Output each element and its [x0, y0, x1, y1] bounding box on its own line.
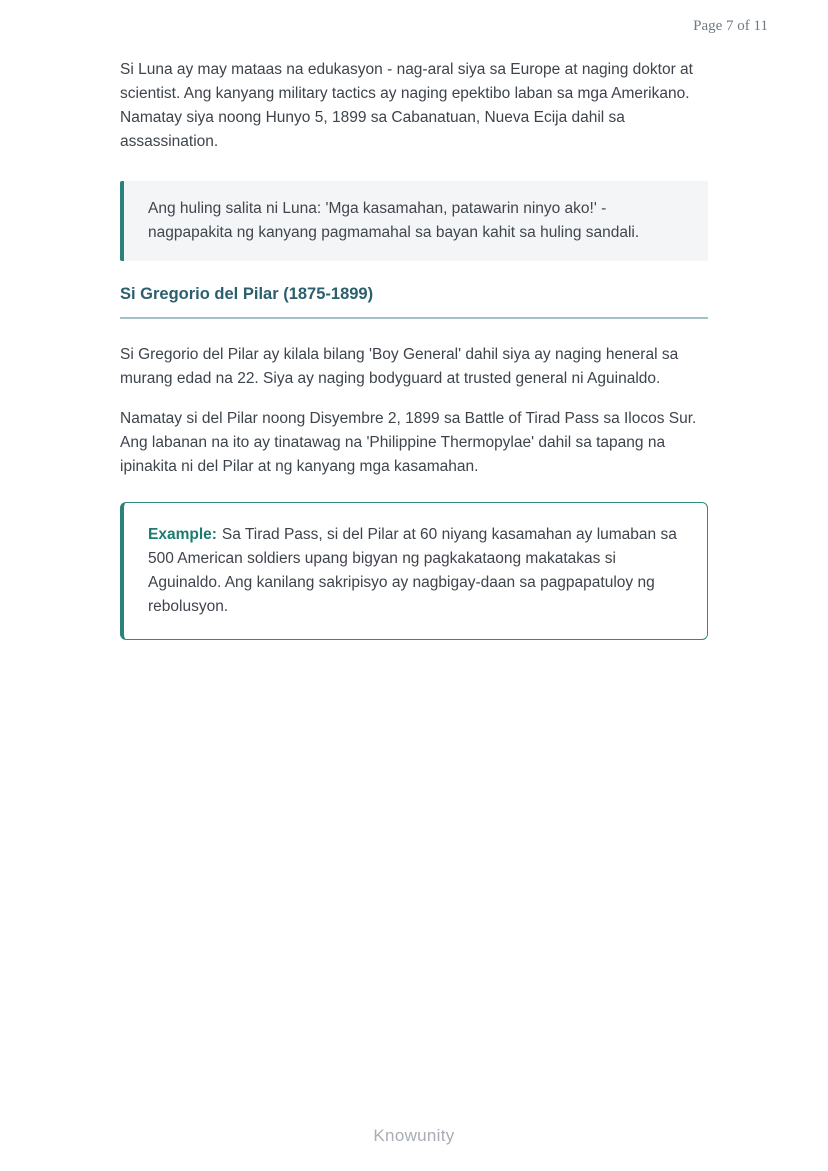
quote-text: Ang huling salita ni Luna: 'Mga kasamahan, patawarin ninyo ako!' - nagpapakita ng kanyang pagmamahal sa bayan kahit sa huling sandali.: [148, 200, 640, 241]
paragraph-pilar-death: Namatay si del Pilar noong Disyembre 2, 1899 sa Battle of Tirad Pass sa Ilocos Sur. Ang labanan na ito ay tinatawag na 'Philippine Thermopylae' dahil sa tapang na ipinakita ni del Pilar at ng kanyang mga kasamahan.: [120, 410, 697, 475]
content-area: [120, 58, 708, 640]
example-paragraph: [148, 523, 685, 619]
footer-brand: Knowunity: [373, 1126, 455, 1145]
example-label: Example:: [148, 526, 217, 543]
page-indicator: Page 7 of 11: [693, 18, 768, 34]
paragraph-luna: Si Luna ay may mataas na edukasyon - nag-aral siya sa Europe at naging doktor at scientist. Ang kanyang military tactics ay naging epektibo laban sa mga Amerikano. Namatay siya noong Hunyo 5, 1899 sa Cabanatuan, Nueva Ecija dahil sa assassination.: [120, 61, 693, 150]
paragraph-pilar-intro: Si Gregorio del Pilar ay kilala bilang 'Boy General' dahil siya ay naging heneral sa murang edad na 22. Siya ay naging bodyguard at trusted general ni Aguinaldo.: [120, 346, 679, 387]
section-heading-gregorio-del-pilar: Si Gregorio del Pilar (1875-1899): [120, 285, 708, 319]
quote-callout: [120, 181, 708, 261]
example-callout: [120, 502, 708, 640]
example-text: Sa Tirad Pass, si del Pilar at 60 niyang kasamahan ay lumaban sa 500 American soldiers upang bigyan ng pagkakataong makatakas si Aguinaldo. Ang kanilang sakripisyo ay nagbigay-daan sa pagpapatuloy ng rebolusyon.: [148, 526, 677, 615]
